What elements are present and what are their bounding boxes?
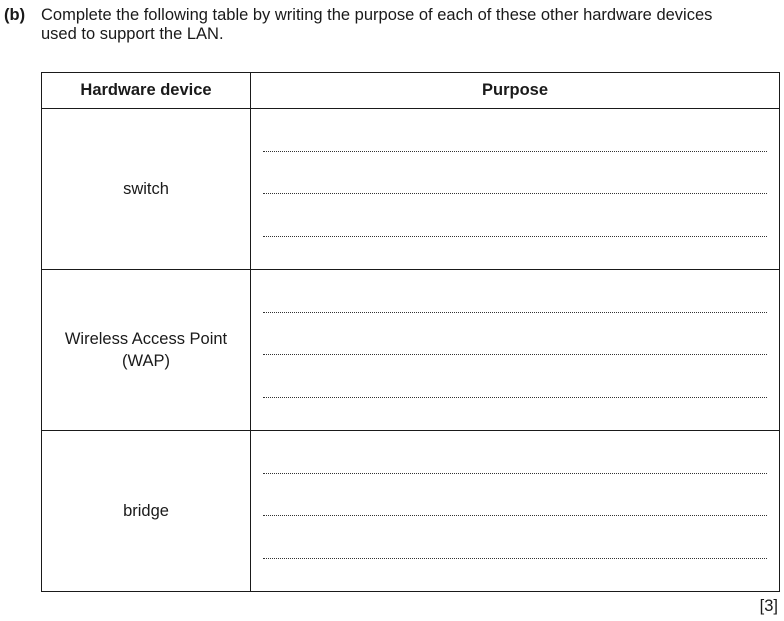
device-name-abbreviation: (WAP) — [122, 352, 170, 370]
answer-line[interactable] — [263, 193, 767, 194]
answer-line[interactable] — [263, 236, 767, 237]
device-name: switch — [123, 180, 169, 198]
answer-line[interactable] — [263, 397, 767, 398]
device-name: Wireless Access Point — [64, 330, 228, 348]
answer-line[interactable] — [263, 558, 767, 559]
table-row — [42, 431, 780, 592]
device-cell-switch — [42, 109, 251, 270]
answer-line[interactable] — [263, 354, 767, 355]
header-purpose: Purpose — [251, 73, 780, 109]
answer-line[interactable] — [263, 151, 767, 152]
purpose-answer-area-bridge[interactable] — [251, 431, 780, 592]
marks-allocation: [3] — [759, 597, 778, 615]
purpose-answer-area-wap[interactable] — [251, 270, 780, 431]
question-label: (b) — [4, 6, 26, 24]
table-row — [42, 270, 780, 431]
purpose-answer-area-switch[interactable] — [251, 109, 780, 270]
answer-line[interactable] — [263, 312, 767, 313]
device-name: bridge — [123, 502, 169, 520]
header-hardware-device: Hardware device — [42, 73, 251, 109]
hardware-purpose-table — [41, 72, 780, 592]
question-text-line-2: used to support the LAN. — [41, 25, 224, 43]
device-cell-bridge — [42, 431, 251, 592]
question-text — [41, 6, 781, 44]
table-row — [42, 109, 780, 270]
device-cell-wap — [42, 270, 251, 431]
table-header-row — [42, 73, 780, 109]
answer-line[interactable] — [263, 473, 767, 474]
question-text-line-1: Complete the following table by writing the purpose of each of these other hardware devices — [41, 6, 713, 24]
answer-line[interactable] — [263, 515, 767, 516]
